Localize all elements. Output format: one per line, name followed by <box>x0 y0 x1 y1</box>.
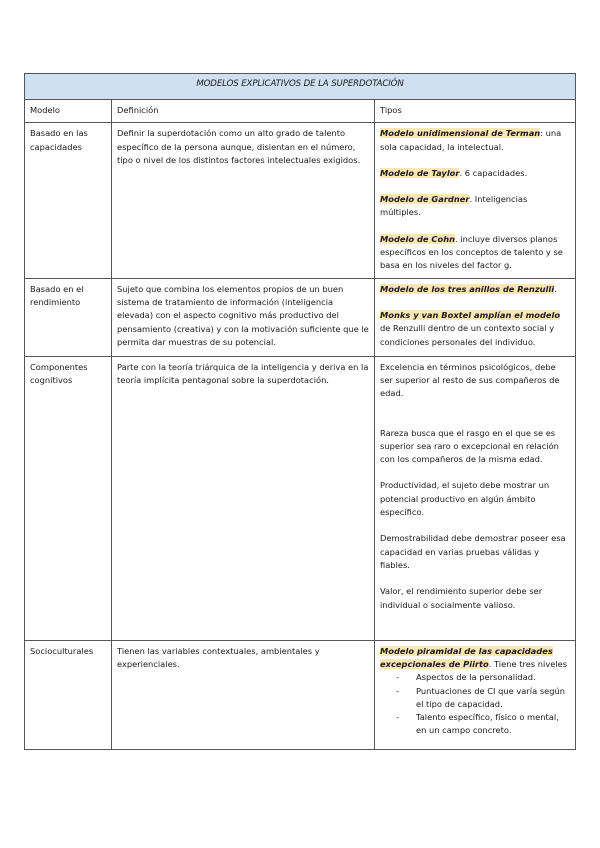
header-types: Tipos <box>375 100 576 123</box>
table-header-row <box>25 100 576 123</box>
definition-cell: Parte con la teoría triárquica de la inteligencia y deriva en la teoría implícita pentagonal sobre la superdotación. <box>112 356 375 640</box>
list-item: - Talento específico, físico o mental, en un campo concreto. <box>416 711 570 738</box>
header-definition: Definición <box>112 100 375 123</box>
model-cell: Basado en las capacidades <box>25 123 112 278</box>
table-row <box>25 123 576 278</box>
list-item: - Puntuaciones de CI que varía según el tipo de capacidad. <box>416 685 570 712</box>
types-cell <box>375 278 576 356</box>
model-cell: Socioculturales <box>25 640 112 749</box>
type-item: Rareza busca que el rasgo en el que se es superior sea raro o excepcional en relación con los compañeros de la misma edad. <box>380 427 559 465</box>
superdotacion-models-table <box>24 73 576 750</box>
table-row <box>25 356 576 640</box>
type-item: Excelencia en términos psicológicos, debe ser superior al resto de sus compañeros de edad. <box>380 361 560 399</box>
type-description: . Inteligencias múltiples. <box>380 194 528 218</box>
highlighted-model-name: Modelo de Gardner <box>380 194 470 205</box>
type-item <box>380 283 570 296</box>
type-description: de Renzulli dentro de un contexto social y condiciones personales del individuo. <box>380 323 555 347</box>
list-item: - Aspectos de la personalidad. <box>416 671 570 684</box>
types-cell <box>375 123 576 278</box>
types-cell <box>375 640 576 749</box>
type-item <box>380 167 570 180</box>
model-cell: Basado en el rendimiento <box>25 278 112 356</box>
table-row <box>25 278 576 356</box>
header-model: Modelo <box>25 100 112 123</box>
types-cell <box>375 356 576 640</box>
type-description: . 6 capacidades. <box>459 167 528 178</box>
highlighted-model-name: Modelo unidimensional de Terman <box>380 128 541 139</box>
type-description: . <box>554 283 557 294</box>
highlighted-model-name: Modelo de los tres anillos de Renzulli <box>380 283 555 294</box>
type-item <box>380 645 570 672</box>
type-item: Demostrabilidad debe demostrar poseer esa capacidad en varias pruebas válidas y fiables. <box>380 533 566 570</box>
table-row <box>25 640 576 749</box>
table-title-row <box>25 74 576 100</box>
type-item <box>380 193 570 220</box>
type-item: Valor, el rendimiento superior debe ser individual o socialmente valioso. <box>380 586 543 610</box>
type-description: . Tiene tres niveles <box>488 658 568 669</box>
levels-list <box>380 671 570 737</box>
definition-cell: Sujeto que combina los elementos propios de un buen sistema de tratamiento de información (inteligencia elevada) con el aspecto cognitivo más productivo del pensamiento (creativa) y con la motivación suficiente que le permita dar muestras de su potencial. <box>112 278 375 356</box>
highlighted-model-name: Modelo de Cohn <box>380 233 456 244</box>
table-title: MODELOS EXPLICATIVOS DE LA SUPERDOTACIÓN <box>25 74 576 100</box>
highlighted-model-name: Modelo de Taylor <box>380 167 460 178</box>
definition-cell: Tienen las variables contextuales, ambientales y experienciales. <box>112 640 375 749</box>
type-item: Productividad, el sujeto debe mostrar un potencial productivo en algún ámbito específico. <box>380 480 550 518</box>
highlighted-model-name: Monks y van Boxtel amplían el modelo <box>380 309 561 320</box>
type-item <box>380 127 570 154</box>
type-description: : una sola capacidad, la intelectual. <box>380 128 562 152</box>
model-cell: Componentes cognitivos <box>25 356 112 640</box>
definition-cell: Definir la superdotación como un alto grado de talento específico de la persona aunque, disientan en el número, tipo o nivel de los distintos factores intelectuales exigidos. <box>112 123 375 278</box>
type-item <box>380 309 570 349</box>
type-item <box>380 233 570 273</box>
type-description: . incluye diversos planos específicos en los conceptos de talento y se basa en los niveles del factor g. <box>380 233 563 271</box>
highlighted-model-name: Modelo piramidal de las capacidades excepcionales de Piirto <box>380 645 553 669</box>
